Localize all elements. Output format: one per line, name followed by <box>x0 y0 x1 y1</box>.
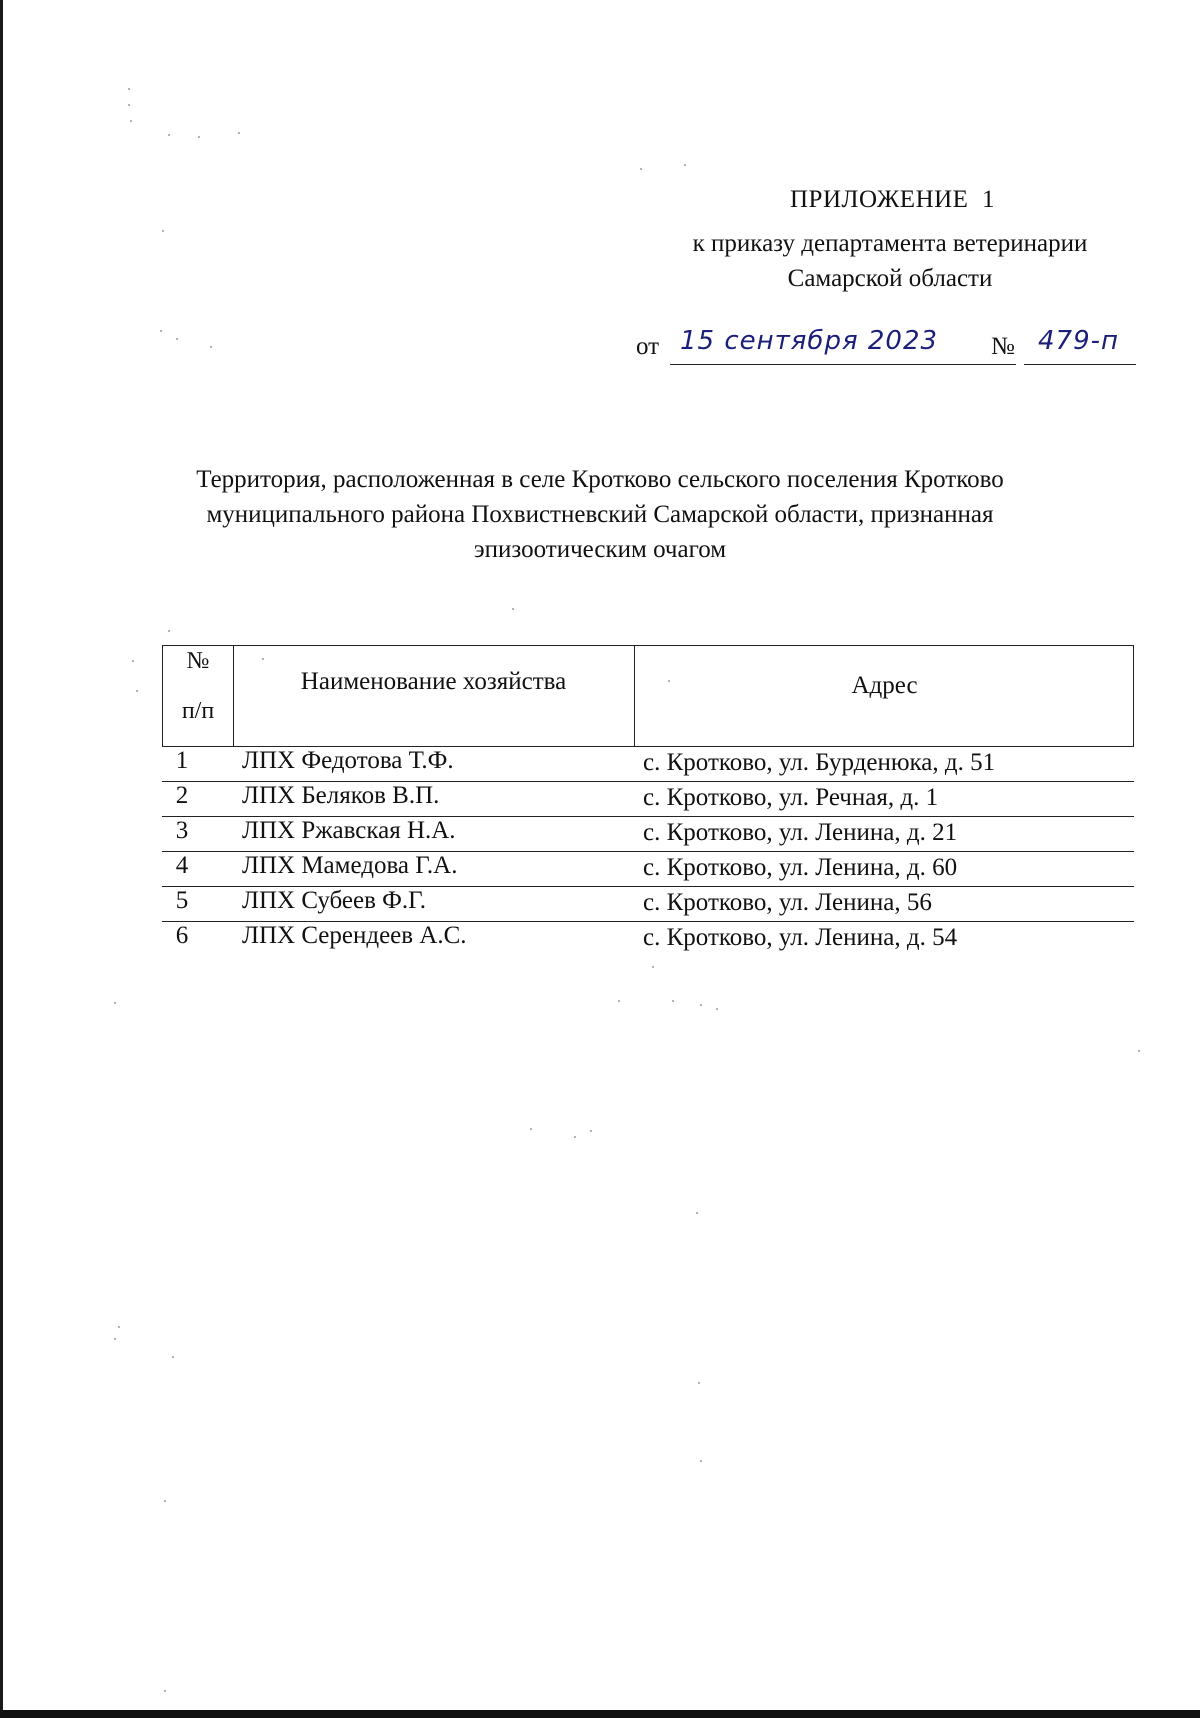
row-number: 2 <box>175 782 189 809</box>
row-address: с. Кротково, ул. Ленина, д. 60 <box>643 854 958 881</box>
scan-bottom-edge <box>0 1710 1200 1718</box>
order-reference <box>636 326 1136 370</box>
order-from-label: от <box>636 333 660 360</box>
header-number <box>163 646 233 746</box>
table-row <box>162 852 1134 887</box>
row-number: 4 <box>175 852 189 879</box>
row-number: 1 <box>175 747 189 774</box>
table-row <box>162 922 1134 956</box>
row-address: с. Кротково, ул. Ленина, 56 <box>643 889 932 916</box>
row-number: 6 <box>175 922 189 949</box>
table-row <box>162 747 1134 782</box>
row-farm-name: ЛПХ Субеев Ф.Г. <box>242 887 427 914</box>
heading-line: муниципального района Похвистневский Самарской области, признанная <box>206 501 994 528</box>
heading-line: эпизоотическим очагом <box>473 536 727 563</box>
header-address: Адрес <box>851 672 918 699</box>
header-farm-name: Наименование хозяйства <box>300 668 567 695</box>
order-date-handwritten: 15 сентября 2023 <box>680 326 939 356</box>
order-number-field <box>1024 326 1136 365</box>
row-number: 3 <box>175 817 189 844</box>
heading-line: Территория, расположенная в селе Кротково сельского поселения Кротково <box>196 466 1004 493</box>
row-farm-name: ЛПХ Серендеев А.С. <box>242 922 467 949</box>
row-farm-name: ЛПХ Федотова Т.Ф. <box>242 747 454 774</box>
row-farm-name: ЛПХ Мамедова Г.А. <box>242 852 458 879</box>
order-date-field <box>670 326 1016 365</box>
table-row <box>162 887 1134 922</box>
appendix-subtitle <box>640 226 1140 296</box>
column-divider <box>233 646 234 746</box>
header-number-abbrev: п/п <box>181 698 215 724</box>
scan-left-edge <box>0 0 3 1718</box>
row-address: с. Кротково, ул. Бурденюка, д. 51 <box>643 749 996 776</box>
order-number-label: № <box>991 333 1015 360</box>
row-address: с. Кротково, ул. Ленина, д. 21 <box>643 819 958 846</box>
document-heading <box>150 462 1050 567</box>
row-address: с. Кротково, ул. Ленина, д. 54 <box>643 924 958 951</box>
appendix-title: ПРИЛОЖЕНИЕ 1 <box>790 186 995 213</box>
row-number: 5 <box>175 887 189 914</box>
farms-table <box>162 645 1134 956</box>
row-farm-name: ЛПХ Ржавская Н.А. <box>242 817 456 844</box>
header-number-sign: № <box>186 648 210 674</box>
table-row <box>162 782 1134 817</box>
order-number-handwritten: 479-п <box>1038 326 1120 356</box>
appendix-subtitle-line: к приказу департамента ветеринарии <box>692 230 1088 257</box>
table-row <box>162 817 1134 852</box>
appendix-subtitle-line: Самарской области <box>787 265 993 292</box>
table-header <box>162 645 1134 747</box>
row-farm-name: ЛПХ Беляков В.П. <box>242 782 440 809</box>
row-address: с. Кротково, ул. Речная, д. 1 <box>643 784 939 811</box>
